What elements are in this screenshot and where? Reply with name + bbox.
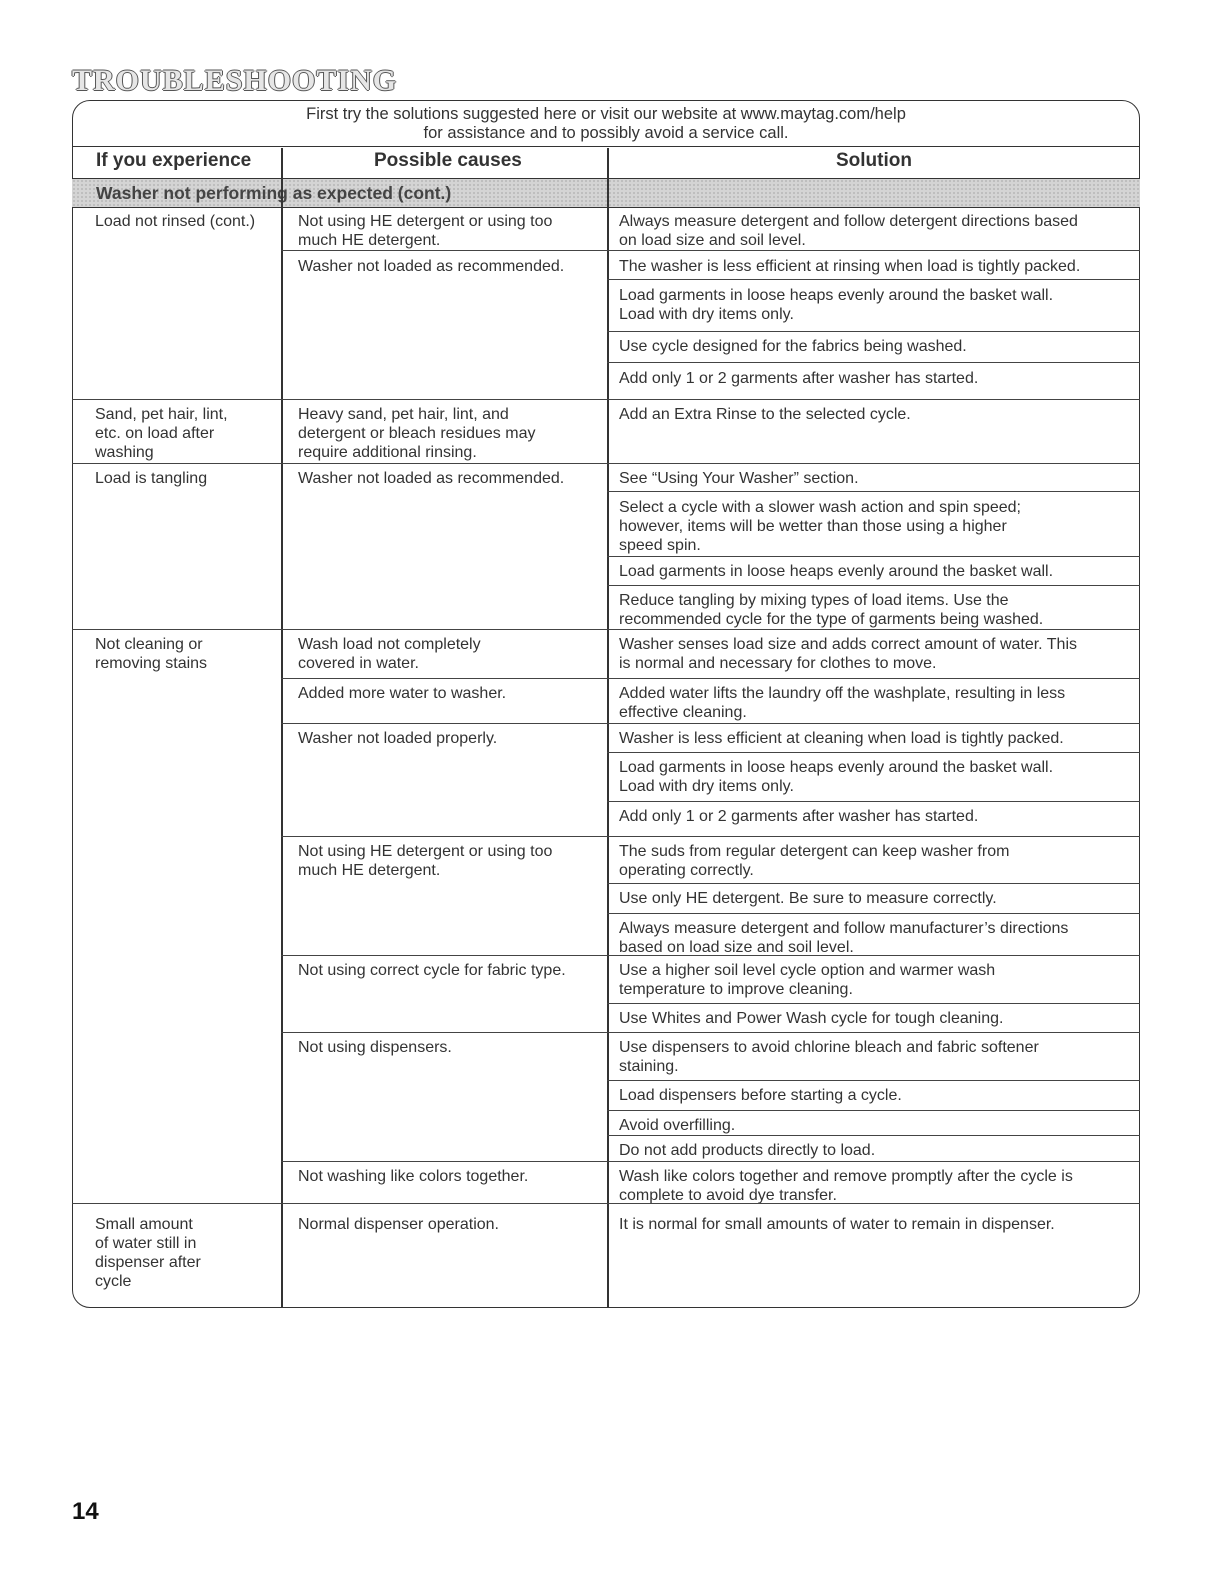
row-rule <box>607 913 1140 914</box>
header-causes: Possible causes <box>374 150 522 171</box>
solution-cell: Load with dry items only. <box>619 306 794 323</box>
section-title: Washer not performing as expected (cont.) <box>96 183 452 203</box>
solution-cell: Use cycle designed for the fabrics being washed. <box>619 338 967 355</box>
solution-cell: Add only 1 or 2 garments after washer has started. <box>619 370 979 387</box>
page-number: 14 <box>72 1498 99 1525</box>
cause-cell: require additional rinsing. <box>298 444 477 461</box>
row-rule <box>281 1032 607 1033</box>
solution-cell: Use dispensers to avoid chlorine bleach and fabric softener <box>619 1039 1039 1056</box>
row-rule <box>607 723 1140 724</box>
row-rule <box>281 399 607 400</box>
row-rule <box>281 678 607 679</box>
row-rule <box>607 801 1140 802</box>
solution-cell: Added water lifts the laundry off the washplate, resulting in less <box>619 685 1066 702</box>
row-rule <box>72 629 281 630</box>
row-rule <box>607 331 1140 332</box>
experience-cell: removing stains <box>95 655 208 672</box>
row-rule <box>72 399 281 400</box>
solution-cell: Washer senses load size and adds correct amount of water. This <box>619 636 1078 653</box>
row-rule <box>607 585 1140 586</box>
experience-cell: dispenser after <box>95 1254 201 1271</box>
row-rule <box>281 836 607 837</box>
cause-cell: Wash load not completely <box>298 636 481 653</box>
row-rule <box>281 250 607 251</box>
solution-cell: Use only HE detergent. Be sure to measure correctly. <box>619 890 997 907</box>
row-rule <box>607 556 1140 557</box>
row-rule <box>607 362 1140 363</box>
experience-cell: etc. on load after <box>95 425 215 442</box>
solution-cell: complete to avoid dye transfer. <box>619 1187 837 1204</box>
solution-cell: The suds from regular detergent can keep washer from <box>619 843 1010 860</box>
row-rule <box>281 1203 607 1204</box>
cause-cell: Heavy sand, pet hair, lint, and <box>298 406 509 423</box>
header-rule <box>72 146 1140 147</box>
experience-cell: of water still in <box>95 1235 197 1252</box>
solution-cell: effective cleaning. <box>619 704 747 721</box>
cause-cell: Washer not loaded properly. <box>298 730 498 747</box>
row-rule <box>607 1161 1140 1162</box>
row-rule <box>607 399 1140 400</box>
intro-text <box>72 105 1140 143</box>
row-rule <box>281 955 607 956</box>
cause-cell: Washer not loaded as recommended. <box>298 470 565 487</box>
row-rule <box>72 1203 281 1204</box>
row-rule <box>607 1110 1140 1111</box>
table-frame <box>72 100 1140 1308</box>
cause-cell: covered in water. <box>298 655 419 672</box>
solution-cell: Wash like colors together and remove promptly after the cycle is <box>619 1168 1073 1185</box>
solution-cell: Load garments in loose heaps evenly around the basket wall. <box>619 563 1054 580</box>
experience-cell: Sand, pet hair, lint, <box>95 406 228 423</box>
cause-cell: Not using correct cycle for fabric type. <box>298 962 566 979</box>
solution-cell: Reduce tangling by mixing types of load items. Use the <box>619 592 1009 609</box>
solution-cell: operating correctly. <box>619 862 754 879</box>
row-rule <box>607 678 1140 679</box>
solution-cell: Always measure detergent and follow manufacturer’s directions <box>619 920 1069 937</box>
cause-cell: Not using dispensers. <box>298 1039 452 1056</box>
solution-cell: Add only 1 or 2 garments after washer has started. <box>619 808 979 825</box>
solution-cell: See “Using Your Washer” section. <box>619 470 859 487</box>
row-rule <box>607 836 1140 837</box>
row-rule <box>607 1203 1140 1204</box>
cause-cell: Added more water to washer. <box>298 685 507 702</box>
solution-cell: however, items will be wetter than those using a higher <box>619 518 1007 535</box>
row-rule <box>607 752 1140 753</box>
column-divider <box>607 148 609 1308</box>
experience-cell: Load is tangling <box>95 470 208 487</box>
cause-cell: Not using HE detergent or using too <box>298 843 553 860</box>
solution-cell: Select a cycle with a slower wash action and spin speed; <box>619 499 1021 516</box>
row-rule <box>607 1003 1140 1004</box>
row-rule <box>281 723 607 724</box>
cause-cell: much HE detergent. <box>298 862 441 879</box>
row-rule <box>607 1135 1140 1136</box>
solution-cell: Add an Extra Rinse to the selected cycle. <box>619 406 911 423</box>
solution-cell: recommended cycle for the type of garments being washed. <box>619 611 1044 628</box>
cause-cell: Not washing like colors together. <box>298 1168 529 1185</box>
row-rule <box>607 955 1140 956</box>
page-title: TROUBLESHOOTING <box>72 64 398 97</box>
solution-cell: speed spin. <box>619 537 701 554</box>
experience-cell: Small amount <box>95 1216 193 1233</box>
row-rule <box>607 883 1140 884</box>
solution-cell: Washer is less efficient at cleaning when load is tightly packed. <box>619 730 1064 747</box>
solution-cell: based on load size and soil level. <box>619 939 854 956</box>
row-rule <box>607 250 1140 251</box>
row-rule <box>607 463 1140 464</box>
solution-cell: Always measure detergent and follow detergent directions based <box>619 213 1078 230</box>
solution-cell: The washer is less efficient at rinsing when load is tightly packed. <box>619 258 1081 275</box>
row-rule <box>281 463 607 464</box>
row-rule <box>72 463 281 464</box>
cause-cell: much HE detergent. <box>298 232 441 249</box>
solution-cell: Avoid overfilling. <box>619 1117 736 1134</box>
solution-cell: Load garments in loose heaps evenly around the basket wall. <box>619 287 1054 304</box>
intro-line: for assistance and to possibly avoid a service call. <box>423 124 789 142</box>
row-rule <box>607 279 1140 280</box>
header-experience: If you experience <box>96 150 252 171</box>
solution-cell: Use a higher soil level cycle option and warmer wash <box>619 962 996 979</box>
solution-cell: staining. <box>619 1058 679 1075</box>
solution-cell: is normal and necessary for clothes to move. <box>619 655 937 672</box>
cause-cell: Washer not loaded as recommended. <box>298 258 565 275</box>
solution-cell: Use Whites and Power Wash cycle for tough cleaning. <box>619 1010 1004 1027</box>
experience-cell: Load not rinsed (cont.) <box>95 213 256 230</box>
solution-cell: Load with dry items only. <box>619 778 794 795</box>
experience-cell: cycle <box>95 1273 132 1290</box>
row-rule <box>607 1080 1140 1081</box>
solution-cell: on load size and soil level. <box>619 232 806 249</box>
row-rule <box>281 629 607 630</box>
cause-cell: detergent or bleach residues may <box>298 425 536 442</box>
row-rule <box>607 1032 1140 1033</box>
row-rule <box>281 1161 607 1162</box>
intro-line: First try the solutions suggested here or visit our website at www.maytag.com/help <box>306 105 906 123</box>
experience-cell: Not cleaning or <box>95 636 203 653</box>
solution-cell: It is normal for small amounts of water to remain in dispenser. <box>619 1216 1055 1233</box>
solution-cell: temperature to improve cleaning. <box>619 981 853 998</box>
solution-cell: Load dispensers before starting a cycle. <box>619 1087 902 1104</box>
row-rule <box>607 629 1140 630</box>
solution-cell: Load garments in loose heaps evenly around the basket wall. <box>619 759 1054 776</box>
cause-cell: Not using HE detergent or using too <box>298 213 553 230</box>
column-divider <box>281 148 283 1308</box>
row-rule <box>607 491 1140 492</box>
experience-cell: washing <box>95 444 154 461</box>
header-solution: Solution <box>836 150 912 171</box>
solution-cell: Do not add products directly to load. <box>619 1142 876 1159</box>
cause-cell: Normal dispenser operation. <box>298 1216 499 1233</box>
